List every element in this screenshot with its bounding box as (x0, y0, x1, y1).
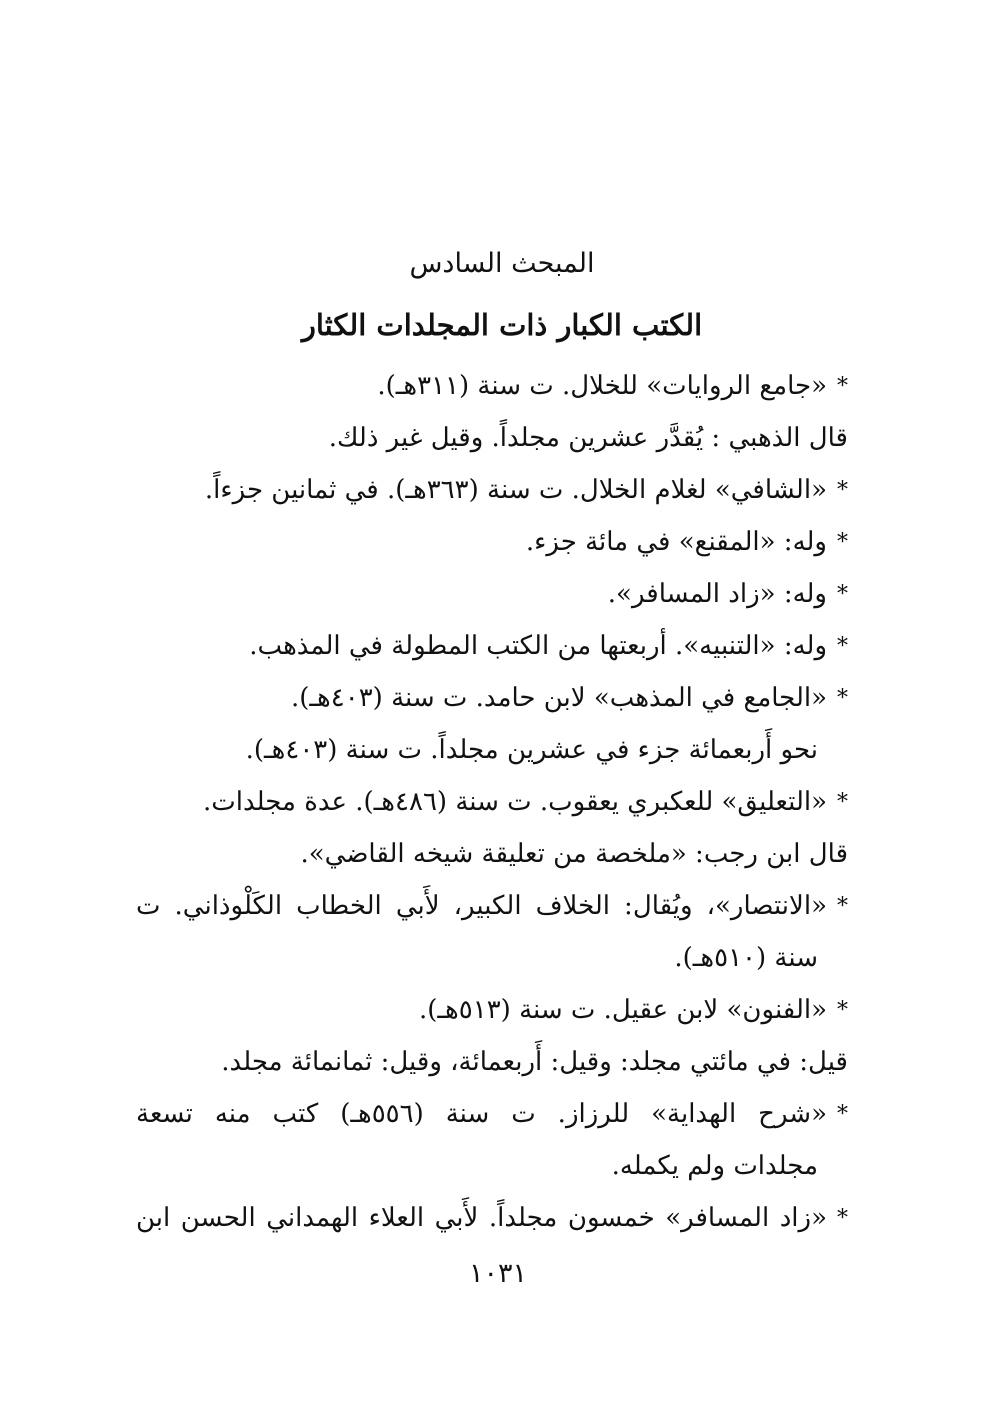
bullet-star-icon: * (837, 634, 848, 659)
list-item-note (136, 1036, 848, 1088)
bullet-star-icon: * (837, 998, 848, 1023)
line-text: «الجامع في المذهب» لابن حامد. ت سنة (٤٠٣هـ). (291, 683, 827, 713)
line-text: «التعليق» للعكبري يعقوب. ت سنة (٤٨٦هـ). عدة مجلدات. (203, 787, 827, 817)
list-item-note (136, 1140, 848, 1192)
line-text: «الانتصار»، ويُقال: الخلاف الكبير، لأَبي الخطاب الكَلْوذاني. ت (136, 891, 827, 921)
bullet-star-icon: * (837, 530, 848, 555)
line-text: «الفنون» لابن عقيل. ت سنة (٥١٣هـ). (419, 995, 827, 1025)
list-item (136, 1192, 848, 1244)
list-item (136, 1088, 848, 1140)
line-text: سنة (٥١٠هـ). (674, 943, 818, 973)
line-text: قال الذهبي : يُقدَّر عشرين مجلداً. وقيل غير ذلك. (328, 423, 848, 453)
line-text: «الشافي» لغلام الخلال. ت سنة (٣٦٣هـ). في ثمانين جزءاً. (204, 475, 827, 505)
list-item (136, 880, 848, 932)
list-item-note (136, 412, 848, 464)
line-text: وله: «المقنع» في مائة جزء. (525, 527, 827, 557)
list-item (136, 464, 848, 516)
line-text: وله: «زاد المسافر». (607, 579, 827, 609)
line-text: وله: «التنبيه». أربعتها من الكتب المطولة في المذهب. (249, 631, 827, 661)
list-item-note (136, 828, 848, 880)
bullet-star-icon: * (837, 374, 848, 399)
bullet-star-icon: * (836, 1102, 848, 1127)
line-text: «جامع الروايات» للخلال. ت سنة (٣١١هـ). (377, 371, 827, 401)
bullet-star-icon: * (837, 790, 848, 815)
list-item-note (136, 724, 848, 776)
bullet-star-icon: * (837, 478, 848, 503)
line-text: قال ابن رجب: «ملخصة من تعليقة شيخه القاضي». (300, 839, 848, 869)
list-item (136, 776, 848, 828)
section-label: المبحث السادس (409, 248, 595, 279)
list-item-note (136, 932, 848, 984)
line-text: «شرح الهداية» للرزاز. ت سنة (٥٥٦هـ) كتب منه تسعة (136, 1099, 827, 1129)
bullet-star-icon: * (837, 1206, 848, 1231)
line-text: «زاد المسافر» خمسون مجلداً. لأَبي العلاء الهمداني الحسن ابن (136, 1203, 827, 1233)
section-title: الكتب الكبار ذات المجلدات الكثار (301, 308, 703, 342)
page-number: ١٠٣١ (468, 1258, 527, 1289)
list-item (136, 568, 848, 620)
list-item (136, 620, 848, 672)
line-text: قيل: في مائتي مجلد: وقيل: أَربعمائة، وقيل: ثمانمائة مجلد. (221, 1047, 848, 1077)
line-text: نحو أَربعمائة جزء في عشرين مجلداً. ت سنة (٤٠٣هـ). (245, 735, 818, 765)
body-text (136, 360, 848, 1244)
bullet-star-icon: * (837, 686, 848, 711)
bullet-star-icon: * (837, 582, 848, 607)
list-item (136, 516, 848, 568)
list-item (136, 672, 848, 724)
list-item (136, 360, 848, 412)
line-text: مجلدات ولم يكمله. (611, 1151, 818, 1181)
bullet-star-icon: * (837, 894, 848, 919)
list-item (136, 984, 848, 1036)
